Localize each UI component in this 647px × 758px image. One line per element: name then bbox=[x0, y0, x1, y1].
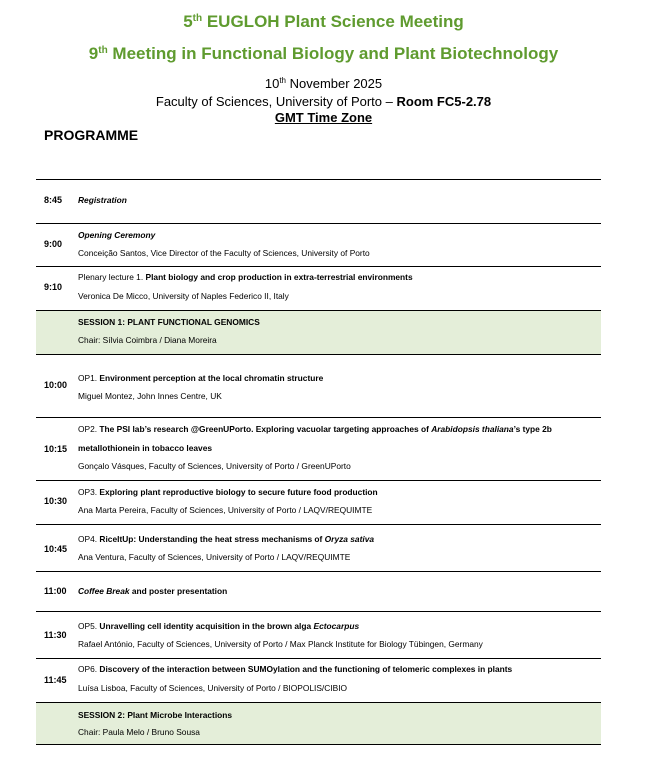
row-plenary-lecture bbox=[36, 266, 601, 310]
row-time: 11:00 bbox=[44, 586, 67, 596]
row-time: 10:30 bbox=[44, 496, 68, 506]
row-op2 bbox=[36, 417, 601, 480]
talk-code: OP6. bbox=[78, 664, 100, 674]
plenary-title: Plant biology and crop production in extra-terrestrial environments bbox=[145, 272, 413, 282]
venue-text: Faculty of Sciences, University of Porto – bbox=[155, 94, 397, 109]
row-registration bbox=[36, 179, 601, 223]
row-title: Registration bbox=[78, 195, 127, 205]
row-title-line2: metallothionein in tobacco leaves bbox=[78, 443, 213, 453]
row-title bbox=[78, 272, 413, 282]
talk-title: Environment perception at the local chromatin structure bbox=[99, 373, 324, 383]
meeting-subtitle bbox=[0, 44, 647, 64]
row-op3 bbox=[36, 480, 601, 524]
row-time: 11:30 bbox=[44, 630, 67, 640]
programme-heading: PROGRAMME bbox=[44, 127, 139, 143]
session-title: SESSION 1: PLANT FUNCTIONAL GENOMICS bbox=[78, 317, 260, 327]
row-speaker: Veronica De Micco, University of Naples Federico II, Italy bbox=[78, 291, 289, 301]
row-op1 bbox=[36, 354, 601, 417]
title1-number: 5 bbox=[183, 12, 193, 31]
talk-title-species: Arabidopsis thaliana bbox=[431, 424, 514, 434]
row-time: 9:10 bbox=[44, 282, 63, 292]
talk-title: Exploring plant reproductive biology to secure future food production bbox=[99, 487, 378, 497]
talk-title-species: Oryza sativa bbox=[324, 534, 375, 544]
date-number: 10 bbox=[264, 76, 280, 91]
talk-title-part: The PSI lab’s research @GreenUPorto. Exploring vacuolar targeting approaches of bbox=[99, 424, 432, 434]
venue-room: Room FC5-2.78 bbox=[396, 94, 492, 109]
row-title bbox=[78, 424, 552, 434]
row-speaker: Ana Ventura, Faculty of Sciences, University of Porto / LAQV/REQUIMTE bbox=[78, 552, 351, 562]
row-title bbox=[78, 534, 374, 544]
row-op6 bbox=[36, 658, 601, 702]
talk-code: OP3. bbox=[78, 487, 100, 497]
talk-title-part: Unravelling cell identity acquisition in the brown alga bbox=[99, 621, 314, 631]
title2-superscript: th bbox=[98, 45, 108, 56]
row-title bbox=[78, 487, 378, 497]
coffee-break-label: Coffee Break bbox=[78, 586, 130, 596]
talk-code: OP1. bbox=[78, 373, 100, 383]
row-time: 11:45 bbox=[44, 675, 67, 685]
event-date bbox=[0, 76, 647, 91]
programme-table bbox=[36, 179, 601, 745]
title1-superscript: th bbox=[192, 13, 203, 24]
session-title: SESSION 2: Plant Microbe Interactions bbox=[78, 710, 233, 720]
meeting-title bbox=[0, 12, 647, 32]
row-time: 10:15 bbox=[44, 444, 68, 454]
row-opening-ceremony bbox=[36, 223, 601, 266]
row-speaker: Gonçalo Vásques, Faculty of Sciences, University of Porto / GreenUPorto bbox=[78, 461, 351, 471]
talk-title-species: Ectocarpus bbox=[313, 621, 360, 631]
row-speaker: Luísa Lisboa, Faculty of Sciences, University of Porto / BIOPOLIS/CIBIO bbox=[78, 683, 348, 693]
coffee-break-rest: and poster presentation bbox=[129, 586, 228, 596]
row-title bbox=[78, 664, 512, 674]
title2-number: 9 bbox=[88, 44, 99, 63]
row-session-2 bbox=[36, 702, 601, 745]
row-coffee-break bbox=[36, 571, 601, 611]
date-superscript: th bbox=[279, 76, 286, 85]
talk-code: OP2. bbox=[78, 424, 100, 434]
row-speaker: Miguel Montez, John Innes Centre, UK bbox=[78, 391, 222, 401]
row-op4 bbox=[36, 524, 601, 571]
row-title bbox=[78, 621, 359, 631]
row-title bbox=[78, 373, 323, 383]
timezone: GMT Time Zone bbox=[274, 110, 373, 125]
talk-code: OP5. bbox=[78, 621, 100, 631]
row-time: 10:00 bbox=[44, 380, 68, 390]
title1-text: EUGLOH Plant Science Meeting bbox=[202, 12, 464, 31]
talk-title: Discovery of the interaction between SUMOylation and the functioning of telomeric complexes in plants bbox=[99, 664, 513, 674]
row-speaker: Conceição Santos, Vice Director of the Faculty of Sciences, University of Porto bbox=[78, 248, 370, 258]
session-chair: Chair: Paula Melo / Bruno Sousa bbox=[78, 727, 200, 737]
row-speaker: Rafael António, Faculty of Sciences, University of Porto / Max Planck Institute for Biology Tübingen, Germany bbox=[78, 639, 483, 649]
row-title bbox=[78, 586, 227, 596]
row-op5 bbox=[36, 611, 601, 658]
talk-code: OP4. bbox=[78, 534, 100, 544]
row-time: 10:45 bbox=[44, 544, 68, 554]
row-speaker: Ana Marta Pereira, Faculty of Sciences, University of Porto / LAQV/REQUIMTE bbox=[78, 505, 373, 515]
talk-title-part: RiceItUp: Understanding the heat stress mechanisms of bbox=[99, 534, 325, 544]
row-session-1 bbox=[36, 310, 601, 354]
row-time: 9:00 bbox=[44, 239, 63, 249]
talk-title-part: ’s type 2b bbox=[513, 424, 552, 434]
session-chair: Chair: Sílvia Coimbra / Diana Moreira bbox=[78, 335, 217, 345]
plenary-prefix: Plenary lecture 1. bbox=[78, 272, 146, 282]
date-text: November 2025 bbox=[286, 76, 383, 91]
row-time: 8:45 bbox=[44, 195, 63, 205]
title2-text: Meeting in Functional Biology and Plant Biotechnology bbox=[107, 44, 559, 63]
event-venue bbox=[0, 94, 647, 109]
row-title: Opening Ceremony bbox=[78, 230, 156, 240]
